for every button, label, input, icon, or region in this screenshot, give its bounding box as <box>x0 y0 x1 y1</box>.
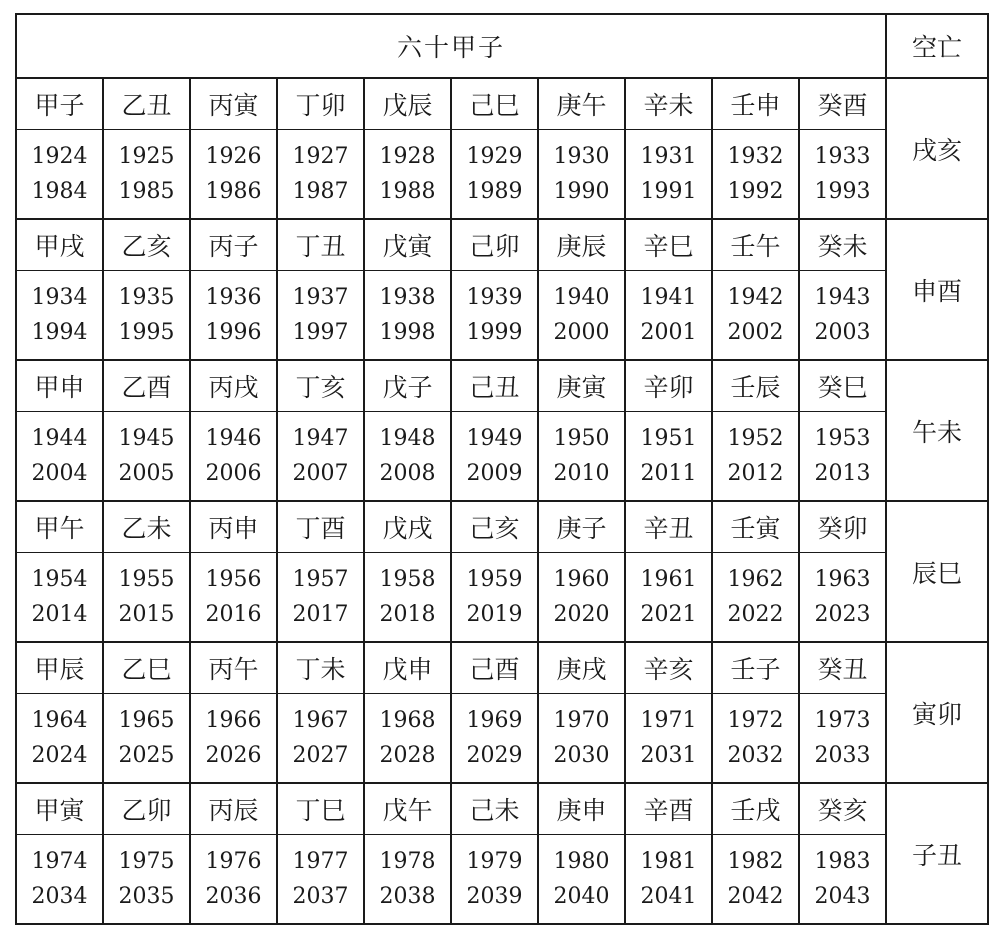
years-cell <box>190 412 277 502</box>
ganzhi-cell: 乙丑 <box>103 78 190 130</box>
ganzhi-cell: 庚戌 <box>538 642 625 694</box>
year-first: 1940 <box>553 285 610 310</box>
ganzhi-cell: 壬戌 <box>712 783 799 835</box>
ganzhi-cell: 辛巳 <box>625 219 712 271</box>
year-first: 1934 <box>31 285 88 310</box>
year-first: 1948 <box>379 426 436 451</box>
years-cell <box>538 694 625 784</box>
years-cell <box>190 130 277 220</box>
years-cell <box>364 130 451 220</box>
years-cell <box>538 130 625 220</box>
ganzhi-cell: 甲午 <box>16 501 103 553</box>
year-second: 2014 <box>31 602 88 627</box>
year-second: 2024 <box>31 743 88 768</box>
years-row <box>16 412 988 502</box>
year-first: 1953 <box>814 426 871 451</box>
year-first: 1956 <box>205 567 262 592</box>
year-first: 1981 <box>640 849 697 874</box>
ganzhi-cell: 癸卯 <box>799 501 886 553</box>
ganzhi-cell: 壬寅 <box>712 501 799 553</box>
years-cell <box>625 835 712 925</box>
year-second: 1985 <box>118 179 175 204</box>
year-first: 1958 <box>379 567 436 592</box>
kongwang-cell: 申酉 <box>886 219 988 360</box>
year-second: 2041 <box>640 884 697 909</box>
year-second: 2021 <box>640 602 697 627</box>
year-first: 1970 <box>553 708 610 733</box>
ganzhi-cell: 庚午 <box>538 78 625 130</box>
ganzhi-cell: 庚辰 <box>538 219 625 271</box>
year-second: 2003 <box>814 320 871 345</box>
year-first: 1967 <box>292 708 349 733</box>
ganzhi-cell: 乙卯 <box>103 783 190 835</box>
year-second: 2010 <box>553 461 610 486</box>
years-cell <box>277 835 364 925</box>
years-row <box>16 553 988 643</box>
year-second: 2004 <box>31 461 88 486</box>
ganzhi-cell: 己巳 <box>451 78 538 130</box>
ganzhi-cell: 辛丑 <box>625 501 712 553</box>
ganzhi-cell: 甲子 <box>16 78 103 130</box>
years-cell <box>625 694 712 784</box>
ganzhi-cell: 丙戌 <box>190 360 277 412</box>
years-cell <box>103 412 190 502</box>
ganzhi-row <box>16 219 988 271</box>
ganzhi-cell: 庚寅 <box>538 360 625 412</box>
ganzhi-cell: 戊午 <box>364 783 451 835</box>
ganzhi-cell: 丁卯 <box>277 78 364 130</box>
years-cell <box>538 412 625 502</box>
kongwang-header: 空亡 <box>886 14 988 78</box>
years-cell <box>712 271 799 361</box>
year-first: 1983 <box>814 849 871 874</box>
years-cell <box>103 271 190 361</box>
year-first: 1961 <box>640 567 697 592</box>
year-first: 1978 <box>379 849 436 874</box>
year-second: 2027 <box>292 743 349 768</box>
year-second: 1992 <box>727 179 784 204</box>
ganzhi-cell: 丙辰 <box>190 783 277 835</box>
ganzhi-cell: 辛酉 <box>625 783 712 835</box>
year-second: 2033 <box>814 743 871 768</box>
years-cell <box>451 835 538 925</box>
year-first: 1937 <box>292 285 349 310</box>
year-second: 2020 <box>553 602 610 627</box>
ganzhi-cell: 乙巳 <box>103 642 190 694</box>
ganzhi-cell: 戊戌 <box>364 501 451 553</box>
year-first: 1951 <box>640 426 697 451</box>
ganzhi-cell: 乙亥 <box>103 219 190 271</box>
years-cell <box>277 130 364 220</box>
years-cell <box>364 553 451 643</box>
years-cell <box>103 835 190 925</box>
years-cell <box>451 553 538 643</box>
years-cell <box>103 694 190 784</box>
year-first: 1974 <box>31 849 88 874</box>
year-second: 2032 <box>727 743 784 768</box>
year-second: 1997 <box>292 320 349 345</box>
years-cell <box>451 412 538 502</box>
year-first: 1968 <box>379 708 436 733</box>
table-title: 六十甲子 <box>16 14 886 78</box>
ganzhi-cell: 甲申 <box>16 360 103 412</box>
years-cell <box>16 130 103 220</box>
year-second: 2018 <box>379 602 436 627</box>
year-first: 1966 <box>205 708 262 733</box>
ganzhi-cell: 辛亥 <box>625 642 712 694</box>
years-cell <box>277 412 364 502</box>
kongwang-cell: 子丑 <box>886 783 988 924</box>
ganzhi-cell: 丙午 <box>190 642 277 694</box>
year-first: 1955 <box>118 567 175 592</box>
years-cell <box>16 412 103 502</box>
year-second: 2042 <box>727 884 784 909</box>
year-second: 2015 <box>118 602 175 627</box>
year-first: 1929 <box>466 144 523 169</box>
ganzhi-cell: 丁亥 <box>277 360 364 412</box>
years-cell <box>190 835 277 925</box>
year-first: 1947 <box>292 426 349 451</box>
ganzhi-cell: 癸丑 <box>799 642 886 694</box>
years-cell <box>190 694 277 784</box>
year-second: 2013 <box>814 461 871 486</box>
ganzhi-cell: 戊辰 <box>364 78 451 130</box>
year-second: 1993 <box>814 179 871 204</box>
ganzhi-row <box>16 78 988 130</box>
ganzhi-cell: 己亥 <box>451 501 538 553</box>
ganzhi-cell: 乙酉 <box>103 360 190 412</box>
kongwang-cell: 寅卯 <box>886 642 988 783</box>
years-cell <box>799 130 886 220</box>
ganzhi-cell: 戊寅 <box>364 219 451 271</box>
years-cell <box>625 553 712 643</box>
ganzhi-cell: 癸巳 <box>799 360 886 412</box>
year-second: 1986 <box>205 179 262 204</box>
year-first: 1952 <box>727 426 784 451</box>
year-second: 2017 <box>292 602 349 627</box>
year-second: 1999 <box>466 320 523 345</box>
year-second: 2016 <box>205 602 262 627</box>
year-first: 1976 <box>205 849 262 874</box>
years-cell <box>712 835 799 925</box>
year-second: 2039 <box>466 884 523 909</box>
years-cell <box>799 835 886 925</box>
year-second: 2030 <box>553 743 610 768</box>
year-first: 1960 <box>553 567 610 592</box>
ganzhi-cell: 辛未 <box>625 78 712 130</box>
year-first: 1982 <box>727 849 784 874</box>
year-second: 1989 <box>466 179 523 204</box>
year-second: 1984 <box>31 179 88 204</box>
ganzhi-cell: 乙未 <box>103 501 190 553</box>
table-body <box>16 14 988 924</box>
ganzhi-cell: 己丑 <box>451 360 538 412</box>
ganzhi-cell: 癸酉 <box>799 78 886 130</box>
years-cell <box>103 130 190 220</box>
years-cell <box>277 271 364 361</box>
year-second: 1988 <box>379 179 436 204</box>
ganzhi-cell: 丙子 <box>190 219 277 271</box>
year-first: 1969 <box>466 708 523 733</box>
year-first: 1975 <box>118 849 175 874</box>
ganzhi-cell: 丁丑 <box>277 219 364 271</box>
ganzhi-cell: 丁酉 <box>277 501 364 553</box>
year-second: 2023 <box>814 602 871 627</box>
table-wrapper <box>15 13 989 925</box>
year-first: 1972 <box>727 708 784 733</box>
year-second: 2029 <box>466 743 523 768</box>
year-first: 1924 <box>31 144 88 169</box>
years-cell <box>190 271 277 361</box>
year-second: 2040 <box>553 884 610 909</box>
years-cell <box>712 130 799 220</box>
year-first: 1943 <box>814 285 871 310</box>
year-first: 1938 <box>379 285 436 310</box>
header-row <box>16 14 988 78</box>
year-first: 1965 <box>118 708 175 733</box>
year-second: 2028 <box>379 743 436 768</box>
ganzhi-cell: 丙寅 <box>190 78 277 130</box>
years-cell <box>364 694 451 784</box>
ganzhi-cell: 戊子 <box>364 360 451 412</box>
year-second: 2006 <box>205 461 262 486</box>
year-first: 1979 <box>466 849 523 874</box>
year-first: 1946 <box>205 426 262 451</box>
year-first: 1942 <box>727 285 784 310</box>
years-cell <box>16 553 103 643</box>
year-first: 1963 <box>814 567 871 592</box>
year-first: 1930 <box>553 144 610 169</box>
ganzhi-cell: 丙申 <box>190 501 277 553</box>
ganzhi-cell: 己卯 <box>451 219 538 271</box>
ganzhi-cell: 庚子 <box>538 501 625 553</box>
years-cell <box>16 694 103 784</box>
year-second: 1990 <box>553 179 610 204</box>
year-second: 2034 <box>31 884 88 909</box>
year-second: 2011 <box>640 461 697 486</box>
year-first: 1950 <box>553 426 610 451</box>
year-first: 1962 <box>727 567 784 592</box>
ganzhi-cell: 辛卯 <box>625 360 712 412</box>
years-cell <box>625 412 712 502</box>
years-cell <box>364 835 451 925</box>
year-first: 1928 <box>379 144 436 169</box>
year-first: 1945 <box>118 426 175 451</box>
kongwang-cell: 戌亥 <box>886 78 988 219</box>
year-second: 2012 <box>727 461 784 486</box>
year-second: 2008 <box>379 461 436 486</box>
years-row <box>16 694 988 784</box>
years-cell <box>538 553 625 643</box>
years-cell <box>451 130 538 220</box>
year-second: 2009 <box>466 461 523 486</box>
years-cell <box>799 412 886 502</box>
year-second: 2043 <box>814 884 871 909</box>
year-second: 2022 <box>727 602 784 627</box>
years-cell <box>799 553 886 643</box>
year-second: 1998 <box>379 320 436 345</box>
year-second: 2019 <box>466 602 523 627</box>
year-first: 1957 <box>292 567 349 592</box>
year-first: 1954 <box>31 567 88 592</box>
years-cell <box>625 271 712 361</box>
year-first: 1939 <box>466 285 523 310</box>
year-first: 1933 <box>814 144 871 169</box>
ganzhi-cell: 己未 <box>451 783 538 835</box>
year-second: 2035 <box>118 884 175 909</box>
year-first: 1926 <box>205 144 262 169</box>
ganzhi-cell: 甲戌 <box>16 219 103 271</box>
kongwang-cell: 午未 <box>886 360 988 501</box>
years-cell <box>538 271 625 361</box>
year-second: 2007 <box>292 461 349 486</box>
year-second: 2038 <box>379 884 436 909</box>
year-first: 1927 <box>292 144 349 169</box>
kongwang-cell: 辰巳 <box>886 501 988 642</box>
year-first: 1932 <box>727 144 784 169</box>
ganzhi-cell: 丁巳 <box>277 783 364 835</box>
year-first: 1980 <box>553 849 610 874</box>
year-first: 1959 <box>466 567 523 592</box>
year-second: 2002 <box>727 320 784 345</box>
years-cell <box>364 271 451 361</box>
year-first: 1977 <box>292 849 349 874</box>
year-second: 1996 <box>205 320 262 345</box>
years-cell <box>190 553 277 643</box>
year-second: 1994 <box>31 320 88 345</box>
year-second: 2001 <box>640 320 697 345</box>
ganzhi-cell: 己酉 <box>451 642 538 694</box>
ganzhi-cell: 甲辰 <box>16 642 103 694</box>
years-row <box>16 130 988 220</box>
ganzhi-cell: 甲寅 <box>16 783 103 835</box>
ganzhi-cell: 壬子 <box>712 642 799 694</box>
years-row <box>16 835 988 925</box>
year-first: 1973 <box>814 708 871 733</box>
year-first: 1971 <box>640 708 697 733</box>
years-cell <box>799 694 886 784</box>
year-second: 1995 <box>118 320 175 345</box>
year-second: 1987 <box>292 179 349 204</box>
ganzhi-row <box>16 501 988 553</box>
year-first: 1944 <box>31 426 88 451</box>
years-cell <box>712 694 799 784</box>
year-first: 1964 <box>31 708 88 733</box>
ganzhi-cell: 壬辰 <box>712 360 799 412</box>
ganzhi-row <box>16 642 988 694</box>
ganzhi-cell: 癸亥 <box>799 783 886 835</box>
year-second: 2026 <box>205 743 262 768</box>
year-second: 2031 <box>640 743 697 768</box>
year-first: 1941 <box>640 285 697 310</box>
year-second: 2025 <box>118 743 175 768</box>
ganzhi-cell: 壬午 <box>712 219 799 271</box>
ganzhi-row <box>16 783 988 835</box>
year-first: 1936 <box>205 285 262 310</box>
year-second: 2036 <box>205 884 262 909</box>
year-first: 1931 <box>640 144 697 169</box>
year-second: 1991 <box>640 179 697 204</box>
years-cell <box>712 412 799 502</box>
years-cell <box>364 412 451 502</box>
years-cell <box>538 835 625 925</box>
years-cell <box>277 553 364 643</box>
ganzhi-cell: 庚申 <box>538 783 625 835</box>
year-first: 1949 <box>466 426 523 451</box>
ganzhi-cell: 癸未 <box>799 219 886 271</box>
ganzhi-cell: 戊申 <box>364 642 451 694</box>
sixty-jiazi-table <box>15 13 989 925</box>
year-first: 1935 <box>118 285 175 310</box>
years-cell <box>16 271 103 361</box>
ganzhi-row <box>16 360 988 412</box>
years-row <box>16 271 988 361</box>
years-cell <box>799 271 886 361</box>
years-cell <box>16 835 103 925</box>
years-cell <box>625 130 712 220</box>
ganzhi-cell: 壬申 <box>712 78 799 130</box>
years-cell <box>712 553 799 643</box>
ganzhi-cell: 丁未 <box>277 642 364 694</box>
year-second: 2005 <box>118 461 175 486</box>
years-cell <box>277 694 364 784</box>
year-second: 2037 <box>292 884 349 909</box>
years-cell <box>103 553 190 643</box>
years-cell <box>451 694 538 784</box>
years-cell <box>451 271 538 361</box>
year-first: 1925 <box>118 144 175 169</box>
year-second: 2000 <box>553 320 610 345</box>
